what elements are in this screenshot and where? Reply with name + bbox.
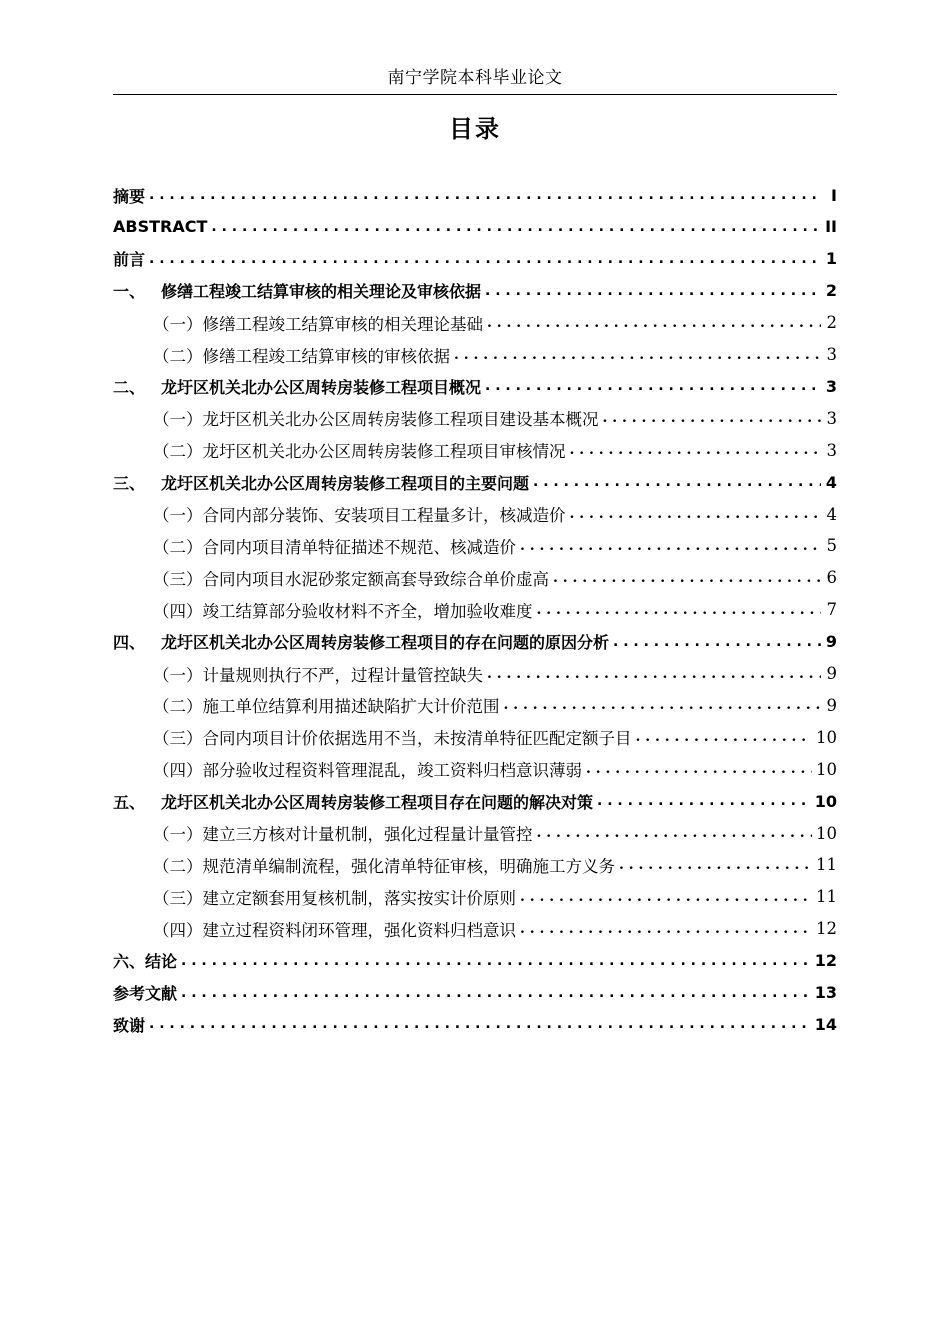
toc-leader-dots: [149, 188, 821, 202]
toc-section-entry[interactable]: [153, 882, 837, 912]
toc-leader-dots: [454, 348, 821, 362]
toc-entry-number: 一、: [113, 282, 146, 302]
toc-page-number: 10: [816, 727, 837, 747]
toc-entry-number: 三、: [113, 473, 146, 493]
toc-title: 目录: [449, 115, 501, 143]
toc-chapter-entry[interactable]: [113, 244, 837, 274]
toc-leader-dots: [485, 379, 821, 393]
toc-entry-title: 参考文献: [113, 984, 178, 1003]
toc-page-number: 3: [826, 440, 837, 460]
toc-page-number: I: [831, 185, 837, 205]
toc-page-number: 12: [816, 919, 837, 939]
toc-leader-dots: [570, 507, 822, 521]
toc-page-number: 9: [825, 632, 837, 652]
toc-leader-dots: [211, 220, 821, 234]
toc-section-entry[interactable]: [153, 850, 837, 880]
toc-section-entry[interactable]: [153, 914, 837, 944]
toc-entry-title: 龙圩区机关北办公区周转房装修工程项目存在问题的解决对策: [161, 792, 594, 812]
toc-chapter-entry[interactable]: [113, 786, 837, 816]
toc-page-number: 4: [825, 472, 837, 492]
toc-entry-title: （二）修缮工程竣工结算审核的审核依据: [153, 346, 450, 366]
toc-entry-title: ABSTRACT: [113, 217, 208, 237]
toc-page-number: 12: [814, 951, 837, 971]
toc-entry-number: 四、: [113, 633, 146, 653]
header-rule: [113, 94, 837, 95]
toc-leader-dots: [487, 316, 821, 330]
toc-page-number: 4: [826, 504, 837, 524]
toc-leader-dots: [520, 890, 812, 904]
toc-section-entry[interactable]: [153, 818, 837, 848]
toc-chapter-entry[interactable]: [113, 946, 837, 976]
toc-entry-title: 修缮工程竣工结算审核的相关理论及审核依据: [161, 282, 482, 302]
toc-page-number: 11: [816, 887, 837, 907]
toc-entry-title: （二）龙圩区机关北办公区周转房装修工程项目审核情况: [153, 442, 566, 462]
toc-leader-dots: [613, 635, 821, 649]
toc-page-number: II: [825, 217, 837, 237]
toc-entry-title: （一）修缮工程竣工结算审核的相关理论基础: [153, 314, 483, 334]
toc-page-number: 10: [814, 791, 837, 811]
toc-leader-dots: [619, 858, 812, 872]
toc-entry-number: 五、: [113, 792, 146, 812]
toc-leader-dots: [537, 603, 822, 617]
toc-section-entry[interactable]: [153, 435, 837, 465]
toc-leader-dots: [597, 794, 811, 808]
toc-section-entry[interactable]: [153, 754, 837, 784]
toc-section-entry[interactable]: [153, 308, 837, 338]
toc-page-number: 9: [826, 664, 837, 683]
toc-entry-title: （四）建立过程资料闭环管理，强化资料归档意识: [153, 920, 516, 940]
toc-section-entry[interactable]: [153, 659, 837, 689]
toc-section-entry[interactable]: [153, 595, 837, 625]
toc-leader-dots: [520, 922, 812, 936]
toc-leader-dots: [603, 411, 822, 425]
toc-page-number: 3: [826, 408, 837, 428]
toc-leader-dots: [485, 284, 821, 298]
toc-page-number: 10: [816, 823, 837, 843]
toc-entry-title: （一）合同内部分装饰、安装项目工程量多计，核减造价: [153, 506, 566, 525]
toc-entry-number: 二、: [113, 377, 146, 397]
toc-page-number: 3: [826, 345, 837, 364]
toc-leader-dots: [181, 954, 811, 968]
toc-section-entry[interactable]: [153, 340, 837, 370]
toc-entry-title: （二）施工单位结算利用描述缺陷扩大计价范围: [153, 697, 500, 717]
toc-entry-title: （二）合同内项目清单特征描述不规范、核减造价: [153, 537, 516, 557]
toc-section-entry[interactable]: [153, 563, 837, 593]
toc-leader-dots: [181, 986, 811, 1000]
toc-entry-title: （四）竣工结算部分验收材料不齐全，增加验收难度: [153, 601, 533, 621]
toc-leader-dots: [504, 698, 822, 712]
toc-section-entry[interactable]: [153, 690, 837, 720]
toc-leader-dots: [487, 667, 821, 681]
toc-page-number: 13: [814, 983, 837, 1002]
toc-entry-title: （三）建立定额套用复核机制，落实按实计价原则: [153, 888, 516, 908]
toc-entry-title: （一）龙圩区机关北办公区周转房装修工程项目建设基本概况: [153, 410, 599, 430]
toc-chapter-entry[interactable]: [113, 1009, 837, 1039]
toc-entry-title: （三）合同内项目计价依据选用不当，未按清单特征匹配定额子目: [153, 729, 632, 749]
toc-leader-dots: [537, 826, 813, 840]
toc-page-number: 14: [814, 1014, 837, 1034]
toc-entry-title: （四）部分验收过程资料管理混乱，竣工资料归档意识薄弱: [153, 761, 582, 781]
toc-chapter-entry[interactable]: [113, 276, 837, 306]
toc-chapter-entry[interactable]: [113, 180, 837, 210]
toc-section-entry[interactable]: [153, 499, 837, 529]
toc-page-number: 11: [816, 855, 837, 875]
toc-leader-dots: [520, 539, 821, 553]
toc-entry-title: 龙圩区机关北办公区周转房装修工程项目的主要问题: [161, 473, 530, 493]
toc-entry-title: 六、结论: [113, 952, 178, 972]
toc-entry-title: （三）合同内项目水泥砂浆定额高套导致综合单价虚高: [153, 569, 549, 589]
toc-leader-dots: [636, 730, 813, 744]
toc-page-number: 7: [826, 600, 837, 620]
toc-leader-dots: [570, 443, 822, 457]
toc-entry-title: 致谢: [113, 1015, 146, 1035]
toc-section-entry[interactable]: [153, 531, 837, 561]
toc-leader-dots: [586, 762, 812, 776]
toc-chapter-entry[interactable]: [113, 627, 837, 657]
toc-chapter-entry[interactable]: [113, 467, 837, 497]
toc-entry-title: （一）建立三方核对计量机制，强化过程量计量管控: [153, 825, 533, 844]
toc-page-number: 6: [826, 568, 837, 588]
running-header: 南宁学院本科毕业论文: [387, 68, 563, 88]
toc-page-number: 2: [826, 313, 837, 333]
toc-leader-dots: [533, 475, 821, 489]
toc-entry-title: 摘要: [113, 186, 146, 206]
toc-chapter-entry[interactable]: [113, 212, 837, 242]
toc-entry-title: （一）计量规则执行不严，过程计量管控缺失: [153, 665, 483, 685]
toc-page-number: 5: [826, 536, 837, 556]
toc-section-entry[interactable]: [153, 722, 837, 752]
toc-page-number: 9: [826, 695, 837, 715]
toc-entry-title: 龙圩区机关北办公区周转房装修工程项目的存在问题的原因分析: [161, 633, 610, 653]
toc-leader-dots: [149, 1017, 811, 1031]
toc-leader-dots: [553, 571, 821, 585]
toc-entry-title: 龙圩区机关北办公区周转房装修工程项目概况: [161, 377, 482, 397]
toc-entry-title: 前言: [113, 250, 146, 270]
toc-chapter-entry[interactable]: [113, 371, 837, 401]
toc-section-entry[interactable]: [153, 403, 837, 433]
toc-entry-title: （二）规范清单编制流程，强化清单特征审核，明确施工方义务: [153, 856, 615, 876]
toc-leader-dots: [149, 252, 821, 266]
toc-page-number: 1: [825, 249, 837, 269]
toc-chapter-entry[interactable]: [113, 978, 837, 1008]
toc-page-number: 2: [825, 281, 837, 301]
toc-page-number: 3: [825, 376, 837, 396]
toc-page-number: 10: [816, 759, 837, 779]
